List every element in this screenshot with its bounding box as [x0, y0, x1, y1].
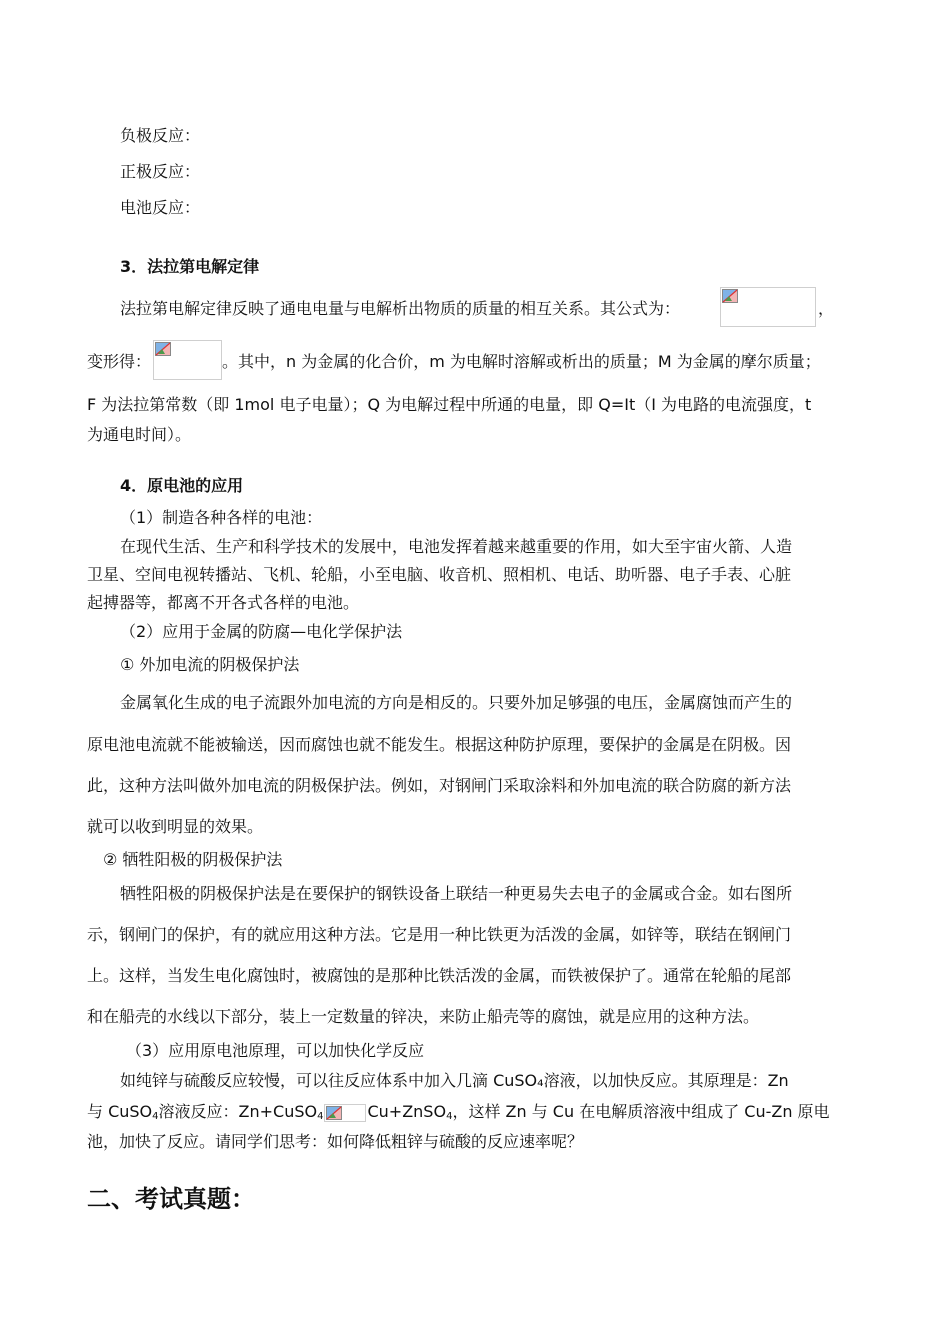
sacrificial-anode-para-line: 牺牲阳极的阴极保护法是在要保护的钢铁设备上联结一种更易失去电子的金属或合金。如右图所 [120, 884, 793, 903]
corrosion-subtitle: （2）应用于金属的防腐—电化学保护法 [120, 622, 403, 641]
reaction-arrow-image-placeholder [324, 1104, 366, 1122]
faraday-text-1: 法拉第电解定律反映了通电电量与电解析出物质的质量的相互关系。其公式为： [120, 299, 681, 318]
subscript: 4 [152, 1111, 159, 1122]
equation-text: Cu+ZnSO [367, 1102, 447, 1121]
impressed-current-para-line: 就可以收到明显的效果。 [87, 817, 264, 836]
sacrificial-anode-para-line: 示，钢闸门的保护，有的就应用这种方法。它是用一种比铁更为活泼的金属，如锌等，联结在钢闸门 [87, 925, 792, 944]
subscript: 4 [446, 1111, 453, 1122]
faraday-heading: 3．法拉第电解定律 [120, 257, 260, 276]
broken-image-icon [326, 1106, 342, 1120]
sacrificial-anode-para-line: 和在船壳的水线以下部分，装上一定数量的锌决，来防止船壳等的腐蚀，就是应用的这种方法。 [87, 1007, 760, 1026]
broken-image-icon [155, 342, 171, 356]
faraday-time-text: 为通电时间）。 [87, 425, 192, 444]
impressed-current-title: ① 外加电流的阴极保护法 [120, 655, 300, 674]
faraday-constant-text: F 为法拉第常数（即 1mol 电子电量）；Q 为电解过程中所通的电量，即 Q=It（I 为电路的电流强度，t [87, 395, 812, 414]
impressed-current-para-line: 原电池电流就不能被输送，因而腐蚀也就不能发生。根据这种防护原理，要保护的金属是在阴极。因 [87, 735, 792, 754]
positive-reaction-label: 正极反应： [120, 162, 201, 181]
impressed-current-para-line: 此，这种方法叫做外加电流的阴极保护法。例如，对钢闸门采取涂料和外加电流的联合防腐的新方法 [87, 776, 792, 795]
application-heading: 4．原电池的应用 [120, 476, 244, 495]
sacrificial-anode-title: ② 牺牲阳极的阴极保护法 [103, 850, 283, 869]
broken-image-icon [722, 289, 738, 303]
accelerate-reaction-subtitle: （3）应用原电池原理，可以加快化学反应 [126, 1041, 425, 1060]
accelerate-para-line: 如纯锌与硫酸反应较慢，可以往反应体系中加入几滴 CuSO₄溶液，以加快反应。其原理是：Zn [120, 1071, 789, 1090]
batteries-subtitle: （1）制造各种各样的电池： [120, 508, 323, 527]
equation-text: ，这样 Zn 与 Cu 在电解质溶液中组成了 Cu-Zn 原电 [452, 1102, 830, 1121]
variant-formula-image-placeholder [153, 340, 222, 380]
faraday-variant-label: 变形得： [87, 352, 152, 371]
section-title: 二、考试真题： [87, 1185, 255, 1213]
impressed-current-para-line: 金属氧化生成的电子流跟外加电流的方向是相反的。只要外加足够强的电压，金属腐蚀而产生的 [120, 693, 793, 712]
faraday-comma: ， [818, 299, 835, 318]
negative-reaction-label: 负极反应： [120, 126, 201, 145]
equation-text: 与 CuSO [87, 1102, 153, 1121]
batteries-para-line: 起搏器等，都离不开各式各样的电池。 [87, 593, 360, 612]
accelerate-equation-line [87, 1101, 830, 1123]
equation-text: 溶液反应：Zn+CuSO [158, 1102, 318, 1121]
batteries-para-line: 卫星、空间电视转播站、飞机、轮船，小至电脑、收音机、照相机、电话、助听器、电子手表、心脏 [87, 565, 792, 584]
sacrificial-anode-para-line: 上。这样，当发生电化腐蚀时，被腐蚀的是那种比铁活泼的金属，而铁被保护了。通常在轮船的尾部 [87, 966, 792, 985]
subscript: 4 [317, 1111, 324, 1122]
faraday-paragraph-line-1 [120, 298, 680, 320]
cell-reaction-label: 电池反应： [120, 198, 201, 217]
accelerate-para-line: 池，加快了反应。请同学们思考：如何降低粗锌与硫酸的反应速率呢？ [87, 1132, 584, 1151]
faraday-variables-text: 。其中，n 为金属的化合价，m 为电解时溶解或析出的质量；M 为金属的摩尔质量； [222, 352, 821, 371]
batteries-para-line: 在现代生活、生产和科学技术的发展中，电池发挥着越来越重要的作用，如大至宇宙火箭、人造 [120, 537, 793, 556]
formula-image-placeholder [720, 287, 816, 327]
